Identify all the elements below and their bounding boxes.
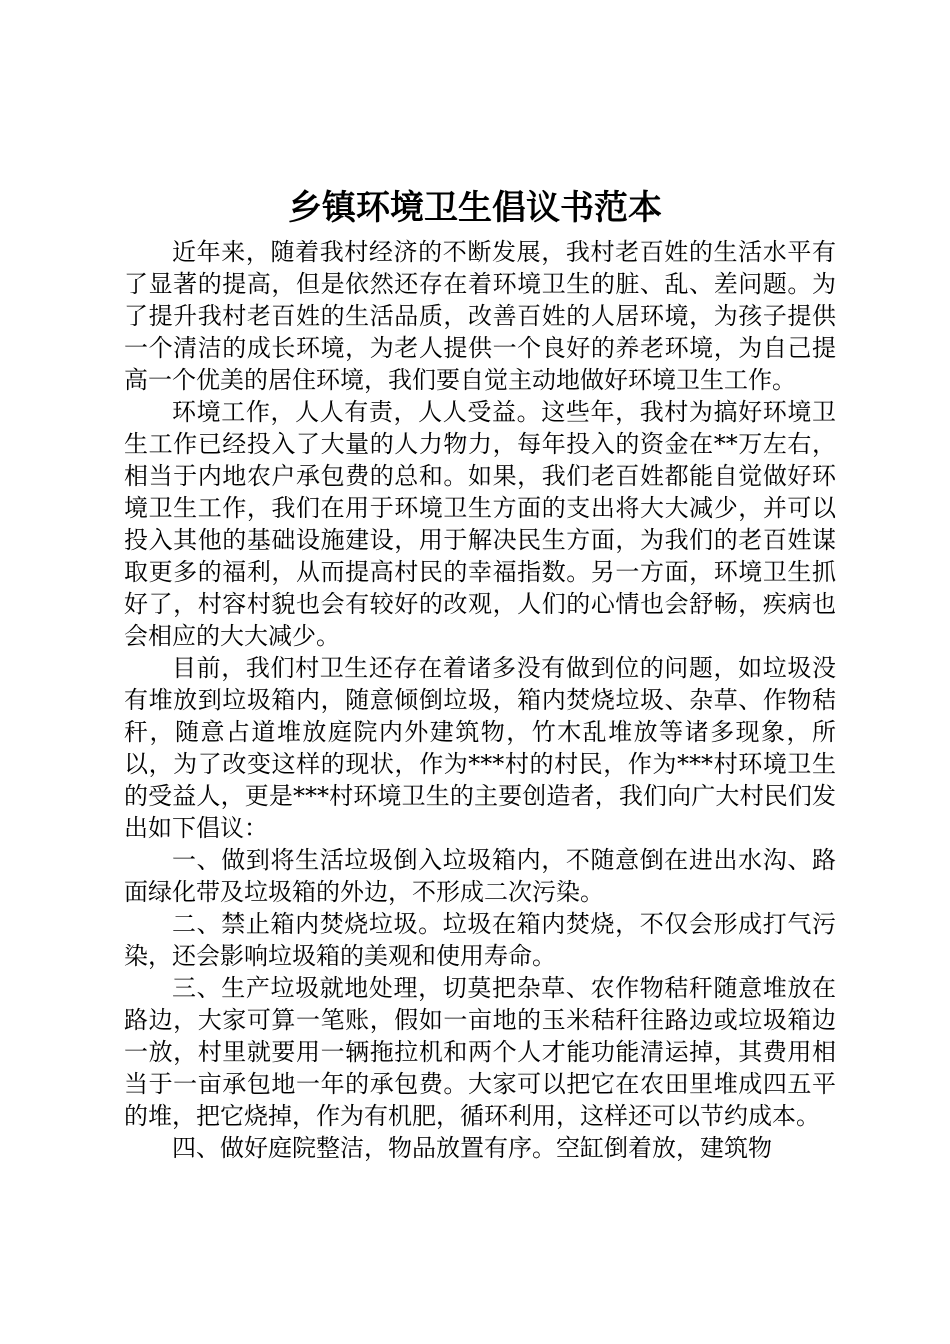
paragraph-proposal-3: 三、生产垃圾就地处理，切莫把杂草、农作物秸秆随意堆放在路边，大家可算一笔账，假如一亩地的玉米秸秆往路边或垃圾箱边一放，村里就要用一辆拖拉机和两个人才能功能清运掉，其费用相当于一亩承包地一年的承包费。大家可以把它在农田里堆成四五平的堆，把它烧掉，作为有机肥，循环利用，这样还可以节约成本。 <box>124 974 836 1130</box>
paragraph-proposal-1: 一、做到将生活垃圾倒入垃圾箱内，不随意倒在进出水沟、路面绿化带及垃圾箱的外边，不形成二次污染。 <box>124 846 836 906</box>
document-title: 乡镇环境卫生倡议书范本 <box>288 188 662 228</box>
paragraph-responsibility: 环境工作，人人有责，人人受益。这些年，我村为搞好环境卫生工作已经投入了大量的人力物力，每年投入的资金在**万左右，相当于内地农户承包费的总和。如果，我们老百姓都能自觉做好环境卫生工作，我们在用于环境卫生方面的支出将大大减少，并可以投入其他的基础设施建设，用于解决民生方面，为我们的老百姓谋取更多的福利，从而提高村民的幸福指数。另一方面，环境卫生抓好了，村容村貌也会有较好的改观，人们的心情也会舒畅，疾病也会相应的大大减少。 <box>124 398 836 650</box>
paragraph-proposal-4: 四、做好庭院整洁，物品放置有序。空缸倒着放，建筑物 <box>172 1134 772 1162</box>
paragraph-proposal-2: 二、禁止箱内焚烧垃圾。垃圾在箱内焚烧，不仅会形成打气污染，还会影响垃圾箱的美观和使用寿命。 <box>124 910 836 970</box>
document-body <box>124 236 836 1164</box>
paragraph-current-problems: 目前，我们村卫生还存在着诸多没有做到位的问题，如垃圾没有堆放到垃圾箱内，随意倾倒垃圾，箱内焚烧垃圾、杂草、作物秸秆，随意占道堆放庭院内外建筑物，竹木乱堆放等诸多现象，所以，为了改变这样的现状，作为***村的村民，作为***村环境卫生的受益人，更是***村环境卫生的主要创造者，我们向广大村民们发出如下倡议： <box>124 654 836 842</box>
paragraph-intro: 近年来，随着我村经济的不断发展，我村老百姓的生活水平有了显著的提高，但是依然还存在着环境卫生的脏、乱、差问题。为了提升我村老百姓的生活品质，改善百姓的人居环境，为孩子提供一个清洁的成长环境，为老人提供一个良好的养老环境，为自己提高一个优美的居住环境，我们要自觉主动地做好环境卫生工作。 <box>124 238 836 394</box>
